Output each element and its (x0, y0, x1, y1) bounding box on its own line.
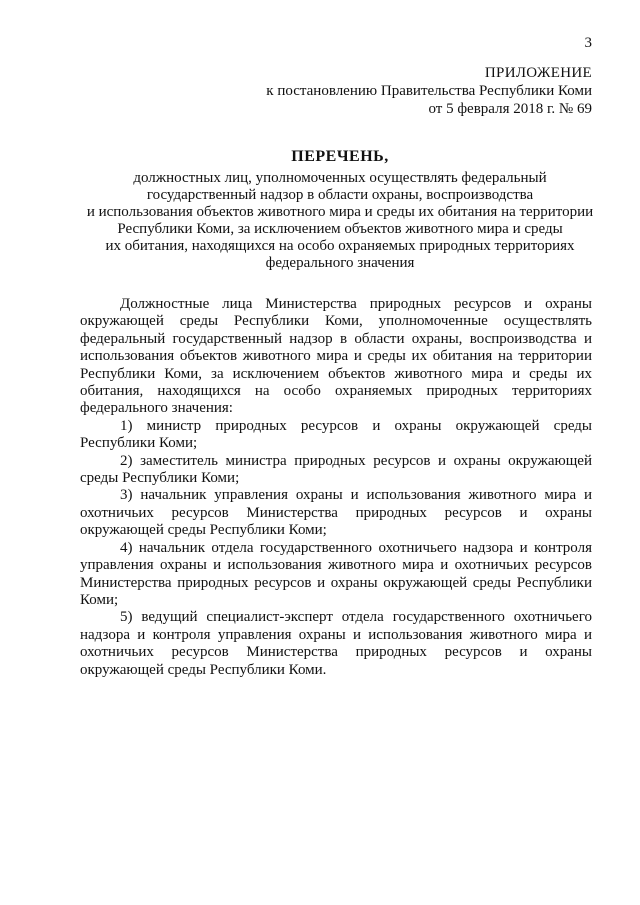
list-item-3: 3) начальник управления охраны и использования животного мира и охотничьих ресурсов Министерства природных ресурсов и охраны окружающей среды Республики Коми; (80, 487, 592, 539)
title-block (60, 148, 620, 272)
subtitle-line: должностных лиц, уполномоченных осуществлять федеральный (133, 170, 547, 186)
subtitle-line: Республики Коми, за исключением объектов животного мира и среды (117, 221, 563, 237)
appendix-title: ПРИЛОЖЕНИЕ (484, 65, 592, 81)
list-item-4: 4) начальник отдела государственного охотничьего надзора и контроля управления охраны и использования животного мира и охотничьих ресурсов Министерства природных ресурсов и охраны окружающей среды Республики Коми; (80, 539, 592, 608)
document-title: ПЕРЕЧЕНЬ, (291, 148, 389, 165)
subtitle-line: и использования объектов животного мира и среды их обитания на территории (86, 204, 594, 220)
list-item-2: 2) заместитель министра природных ресурсов и охраны окружающей среды Республики Коми; (80, 452, 592, 487)
appendix-header (172, 64, 592, 118)
intro-paragraph: Должностные лица Министерства природных ресурсов и охраны окружающей среды Республики Коми, уполномоченные осуществлять федеральный государственный надзор в области охраны, воспроизводства и использования объектов животного мира и среды их обитания на территории Республики Коми, за исключением объектов животного мира и среды их обитания, находящихся на особо охраняемых природных территориях федерального значения: (80, 296, 592, 417)
list-item-5: 5) ведущий специалист-эксперт отдела государственного охотничьего надзора и контроля управления охраны и использования животного мира и охотничьих ресурсов Министерства природных ресурсов и охраны окружающей среды Республики Коми. (80, 609, 592, 678)
document-body (80, 296, 592, 679)
appendix-resolution-line: к постановлению Правительства Республики Коми (266, 83, 592, 99)
subtitle-line: государственный надзор в области охраны, воспроизводства (146, 187, 534, 203)
list-item-1: 1) министр природных ресурсов и охраны окружающей среды Республики Коми; (80, 417, 592, 452)
page-number: 3 (584, 35, 592, 51)
subtitle-line: их обитания, находящихся на особо охраняемых природных территориях (105, 238, 575, 254)
appendix-date-line: от 5 февраля 2018 г. № 69 (428, 101, 592, 117)
subtitle-line: федерального значения (265, 255, 415, 271)
